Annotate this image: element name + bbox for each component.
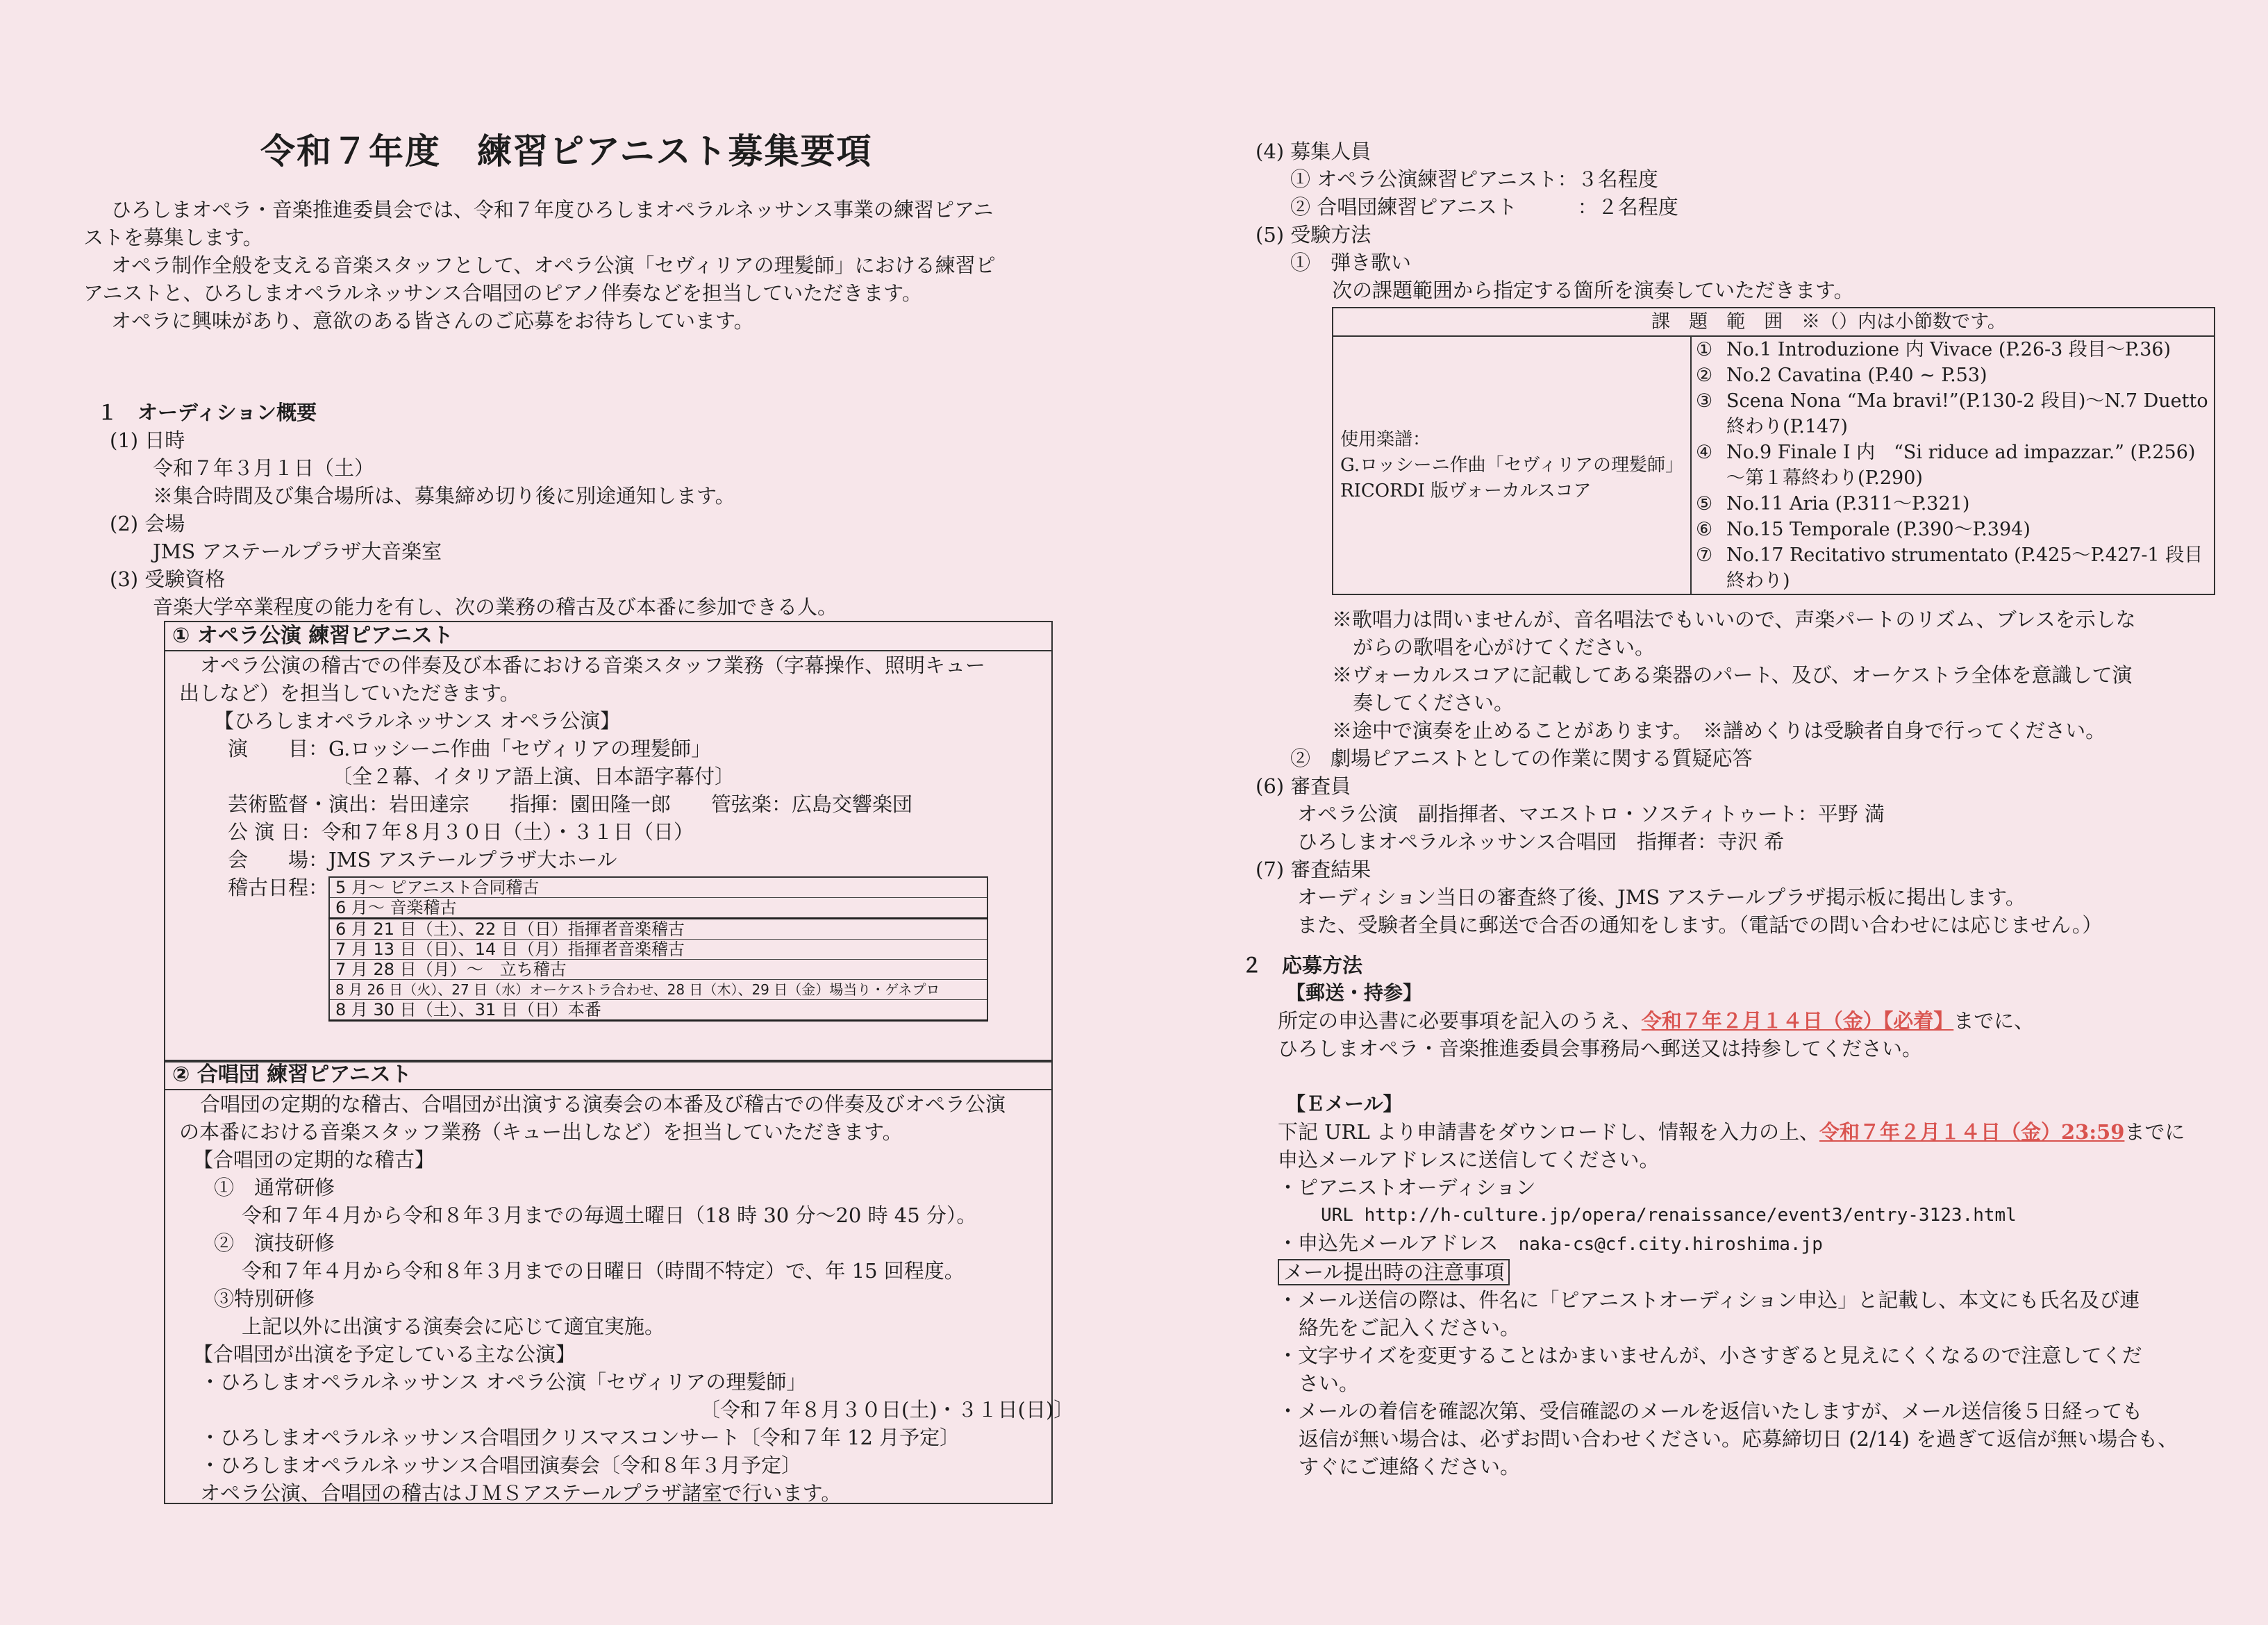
s4-item: ② 合唱団練習ピアニスト ：２名程度 [1290,195,1678,219]
performance-date: 令和７年８月３０日（土）・３１日（日） [321,820,694,844]
staff: 芸術監督・演出：岩田達宗 指揮：園田隆一郎 管弦楽：広島交響楽団 [228,792,913,816]
range-list [1691,336,2215,594]
program: G.ロッシーニ作曲「セヴィリアの理髪師」 [328,737,712,760]
item-number: ⑥ [1696,519,1713,540]
table-row [329,960,987,980]
r2-title: ② 演技研修 [214,1231,335,1255]
s2-label: (2) 会場 [110,512,185,535]
list-item [1696,517,2210,542]
s5-text: 次の課題範囲から指定する箇所を演奏していただきます。 [1332,278,1854,302]
list-item [1696,337,2210,362]
item-text: No.2 Cavatina (P.40 ~ P.53) [1726,365,1987,386]
mail-text: までに、 [1953,1009,2035,1033]
rehearsal-schedule [328,876,988,1022]
event-title: 【ひろしまオペラルネッサンス オペラ公演】 [214,709,621,733]
section-2-heading: ２ 応募方法 [1242,953,1363,977]
intro-line: オペラ制作全般を支える音楽スタッフとして、オペラ公演「セヴィリアの理髪師」における練習ピ [111,253,996,277]
mail-text: 所定の申込書に必要事項を記入のうえ、 [1278,1009,1642,1033]
email-text: 申込メールアドレスに送信してください。 [1278,1148,1660,1172]
section-2 [1242,951,2242,1481]
caution: すぐにご連絡ください。 [1299,1455,1521,1478]
chorus-pianist-box [164,1060,1074,1505]
item-text: No.9 Finale I 内 “Si riduce ad impazzar.” (P.256) ～第１幕終わり(P.290) [1726,442,2196,489]
list-item [1696,542,2210,594]
date-label: 公 演 日： [228,820,322,844]
caution-title: メール提出時の注意事項 [1278,1259,1510,1285]
table-row [329,1000,987,1021]
box1-desc: 出しなど）を担当していただきます。 [179,681,520,705]
mail-line [1242,1007,2242,1035]
item-number: ⑦ [1696,544,1713,566]
schedule-cell: 6 月 21 日（土）、22 日（日）指揮者音楽稽古 [329,919,987,940]
note: ※ヴォーカルスコアに記載してある楽器のパート、及び、オーケストラ全体を意識して演 [1332,663,2133,687]
item-number: ④ [1696,442,1713,463]
section-1-heading: １ オーディション概要 [97,401,317,424]
table-row [1333,336,2215,594]
perf-item: ・ひろしまオペラルネッサンス合唱団演奏会〔令和８年３月予定〕 [200,1453,801,1477]
mail-title: 【郵送・持参】 [1286,981,1423,1004]
email-text: ・申込先メールアドレス [1278,1231,1519,1255]
section-1 [97,399,1069,621]
table-header: 課 題 範 囲 ※（）内は小節数です。 [1333,308,2215,336]
opera-pianist-heading: ① オペラ公演 練習ピアニスト [165,622,1051,651]
table-row [329,940,987,960]
list-item [1696,388,2210,440]
caution: ・文字サイズを変更することはかまいませんが、小さすぎると見えにくくなるので注意してくだ [1278,1344,2142,1367]
caution: 返信が無い場合は、必ずお問い合わせください。応募締切日 (2/14) を過ぎて返信が無い場合も、 [1299,1427,2178,1451]
caution: ・メールの着信を確認次第、受信確認のメールを返信いたしますが、メール送信後５日経っても [1278,1399,2143,1423]
chorus-pianist-heading: ② 合唱団 練習ピアニスト [165,1061,1051,1090]
item-text: Scena Nona “Ma bravi!”(P.130-2 段目)～N.7 Duetto 終わり(P.147) [1726,390,2208,438]
s3-text: 音楽大学卒業程度の能力を有し、次の業務の稽古及び本番に参加できる人。 [153,595,838,619]
regular-title: 【合唱団の定期的な稽古】 [193,1148,435,1172]
item-number: ③ [1696,390,1713,412]
r1-title: ① 通常研修 [214,1176,335,1199]
caution-line [1242,1258,2242,1286]
note: ※歌唱力は問いませんが、音名唱法でもいいので、声楽パートのリズム、ブレスを示しな [1332,608,2136,631]
intro-line: アニストと、ひろしまオペラルネッサンス合唱団のピアノ伴奏などを担当していただきます。 [83,281,922,305]
s1-label: (1) 日時 [110,428,185,452]
table-row [329,877,987,898]
s5-item: ① 弾き歌い [1290,251,1412,274]
score-info [1333,336,1691,594]
intro-line: ストを募集します。 [83,226,263,249]
email-title: 【Ｅメール】 [1286,1092,1403,1115]
venue: JMS アステールプラザ大ホール [328,848,617,872]
note: 奏してください。 [1353,691,1515,715]
schedule-cell: 8 月 26 日（火）、27 日（水）オーケストラ合わせ、28 日（木）、29 日（金）場当り・ゲネプロ [329,980,987,1000]
s6-label: (6) 審査員 [1256,774,1351,798]
caution: ・メール送信の際は、件名に「ピアニストオーディション申込」と記載し、本文にも氏名及び連 [1278,1288,2140,1312]
s5-label: (5) 受験方法 [1256,223,1371,247]
item-text: No.1 Introduzione 内 Vivace (P.26-3 段目～P.36) [1726,339,2171,360]
s4-item: ① オペラ公演練習ピアニスト：３名程度 [1290,167,1658,191]
schedule-label: 稽古日程： [228,876,329,899]
list-item [1696,362,2210,388]
email-text: ・ピアニストオーディション [1278,1176,1536,1199]
item-text: No.11 Aria (P.311～P.321) [1726,493,1970,515]
s3-label: (3) 受験資格 [110,567,226,591]
item-text: No.15 Temporale (P.390～P.394) [1726,519,2031,540]
email-address[interactable]: naka-cs@cf.city.hiroshima.jp [1518,1234,1823,1255]
perf-item: ・ひろしまオペラルネッサンス合唱団クリスマスコンサート〔令和７年 12 月予定〕 [200,1426,960,1449]
result-text: また、受験者全員に郵送で合否の通知をします。（電話での問い合わせには応じません。） [1297,913,2103,937]
note: がらの歌唱を心がけてください。 [1353,635,1656,659]
perf-item: ・ひろしまオペラルネッサンス オペラ公演「セヴィリアの理髪師」 [200,1370,807,1394]
table-row [329,980,987,1000]
box2-desc: 合唱団の定期的な稽古、合唱団が出演する演奏会の本番及び稽古での伴奏及びオペラ公演 [200,1092,1006,1116]
score-line: RICORDI 版ヴォーカルスコア [1340,480,1592,501]
exam-notes-and-results [1256,606,2242,939]
schedule-cell: 5 月～ ピアニスト合同稽古 [329,877,987,898]
s4-label: (4) 募集人員 [1256,140,1371,163]
r3-title: ③特別研修 [214,1287,315,1310]
list-item [1696,440,2210,491]
judge: オペラ公演 副指揮者、マエストロ・ソスティトゥート：平野 満 [1297,802,1885,826]
caution: さい。 [1299,1372,1360,1395]
list-item [1696,491,2210,517]
item-number: ① [1696,339,1713,360]
schedule-cell: 7 月 13 日（日）、14 日（月）指揮者音楽稽古 [329,940,987,960]
email-deadline: 令和７年２月１４日（金）23:59 [1819,1120,2125,1144]
intro-line: ひろしまオペラ・音楽推進委員会では、令和７年度ひろしまオペラルネッサンス事業の練習ピアニ [111,198,994,222]
schedule-cell: 8 月 30 日（土）、31 日（日）本番 [329,1000,987,1021]
audition-url[interactable]: URL http://h-culture.jp/opera/renaissance/event3/entry-3123.html [1321,1205,2017,1226]
email-line [1242,1118,2242,1146]
box2-footer: オペラ公演、合唱団の稽古はＪＭＳアステールプラザ諸室で行います。 [200,1481,842,1505]
schedule-cell: 6 月～ 音楽稽古 [329,898,987,919]
item-number: ② [1696,365,1713,386]
score-line: G.ロッシーニ作曲「セヴィリアの理髪師」 [1340,454,1684,476]
result-text: オーディション当日の審査終了後、JMS アステールプラザ掲示板に掲出します。 [1297,885,2026,909]
r3-text: 上記以外に出演する演奏会に応じて適宜実施。 [242,1315,665,1338]
box2-desc: の本番における音楽スタッフ業務（キュー出しなど）を担当していただきます。 [179,1120,903,1144]
note: ※途中で演奏を止めることがあります。 ※譜めくりは受験者自身で行ってください。 [1332,719,2106,742]
sections-4-5 [1256,138,2242,304]
item-number: ⑤ [1696,493,1713,515]
intro-line: オペラに興味があり、意欲のある皆さんのご応募をお待ちしています。 [111,309,754,333]
score-line: 使用楽譜： [1340,428,1431,450]
intro [83,196,1042,335]
mail-text: ひろしまオペラ・音楽推進委員会事務局へ郵送又は持参してください。 [1278,1037,1923,1060]
caution: 絡先をご記入ください。 [1299,1316,1521,1340]
table-row [329,919,987,940]
email-text: までに [2124,1120,2185,1144]
r1-text: 令和７年４月から令和８年３月までの毎週土曜日（18 時 30 分～20 時 45 分）。 [242,1203,977,1227]
s1-note: ※集合時間及び集合場所は、募集締め切り後に別途通知します。 [153,484,735,508]
r2-text: 令和７年４月から令和８年３月までの日曜日（時間不特定）で、年 15 回程度。 [242,1259,965,1283]
s7-label: (7) 審査結果 [1256,858,1371,881]
box1-desc: オペラ公演の稽古での伴奏及び本番における音楽スタッフ業務（字幕操作、照明キュー [200,653,986,677]
table-row [1333,308,2215,336]
judge: ひろしまオペラルネッサンス合唱団 指揮者：寺沢 希 [1297,830,1785,853]
mail-deadline: 令和７年２月１４日（金）【必着】 [1641,1009,1954,1033]
venue-label: 会 場： [228,848,329,872]
s5-item: ② 劇場ピアニストとしての作業に関する質疑応答 [1290,747,1753,770]
program-label: 演 目： [228,737,329,760]
exam-range-table [1332,307,2215,595]
table-row [329,898,987,919]
email-text: 下記 URL より申請書をダウンロードし、情報を入力の上、 [1278,1120,1819,1144]
s2-venue: JMS アステールプラザ大音楽室 [153,540,442,563]
s1-date: 令和７年３月１日（土） [153,456,375,480]
perf-title: 【合唱団が出演を予定している主な公演】 [193,1342,576,1366]
schedule-cell: 7 月 28 日（月）～ 立ち稽古 [329,960,987,980]
email-address-line [1242,1229,2242,1258]
program-note: 〔全２幕、イタリア語上演、日本語字幕付〕 [332,765,735,788]
page-title: 令和７年度 練習ピアニスト募集要項 [260,131,873,172]
item-text: No.17 Recitativo strumentato (P.425～P.427-1 段目終わり) [1726,544,2203,592]
perf-date: 〔令和７年８月３０日(土)・３１日(日)〕 [700,1398,1074,1422]
